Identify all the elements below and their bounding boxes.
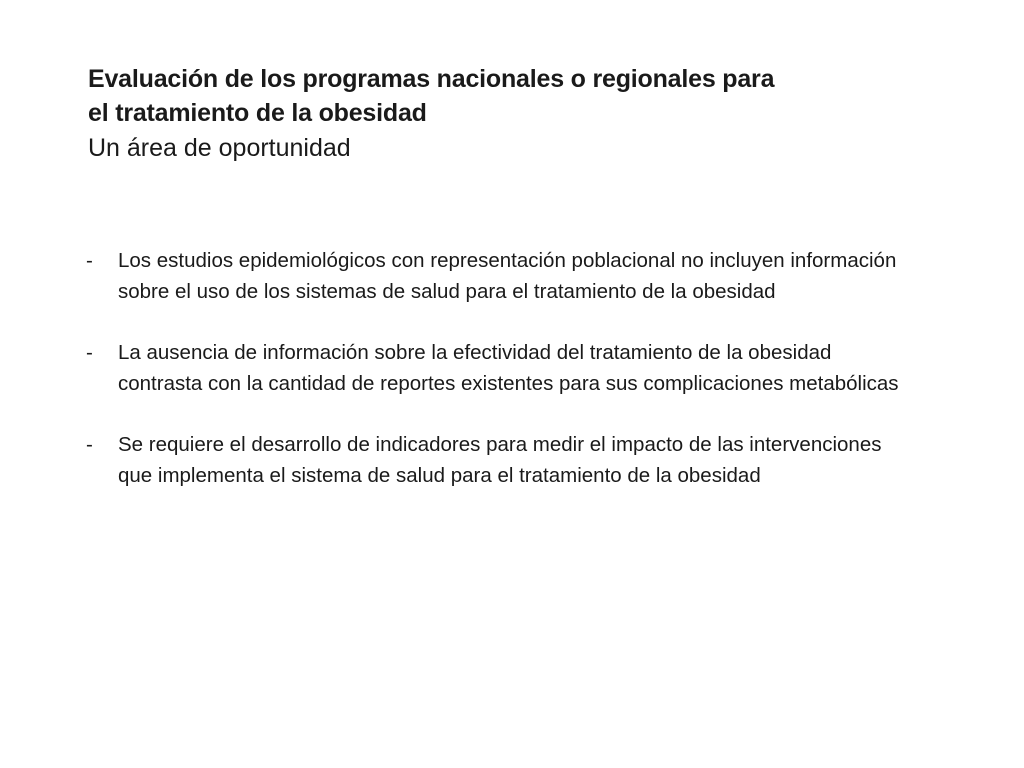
slide-title [88, 62, 948, 130]
title-line-1: Evaluación de los programas nacionales o regionales para [88, 65, 775, 93]
bullet-item [85, 430, 915, 491]
bullet-dash: - [86, 433, 93, 456]
bullet-text: Se requiere el desarrollo de indicadores para medir el impacto de las intervenciones que implementa el sistema de salud para el tratamiento de la obesidad [118, 433, 882, 487]
bullet-list [85, 246, 915, 522]
title-line-2: el tratamiento de la obesidad [88, 99, 427, 127]
bullet-item [85, 246, 915, 307]
slide-subtitle: Un área de oportunidad [88, 134, 351, 162]
bullet-text: Los estudios epidemiológicos con representación poblacional no incluyen información sobre el uso de los sistemas de salud para el tratamiento de la obesidad [118, 249, 897, 303]
bullet-text: La ausencia de información sobre la efectividad del tratamiento de la obesidad contrasta con la cantidad de reportes existentes para sus complicaciones metabólicas [118, 341, 899, 395]
bullet-dash: - [86, 249, 93, 272]
bullet-item [85, 338, 915, 399]
title-block [88, 62, 948, 166]
bullet-dash: - [86, 341, 93, 364]
